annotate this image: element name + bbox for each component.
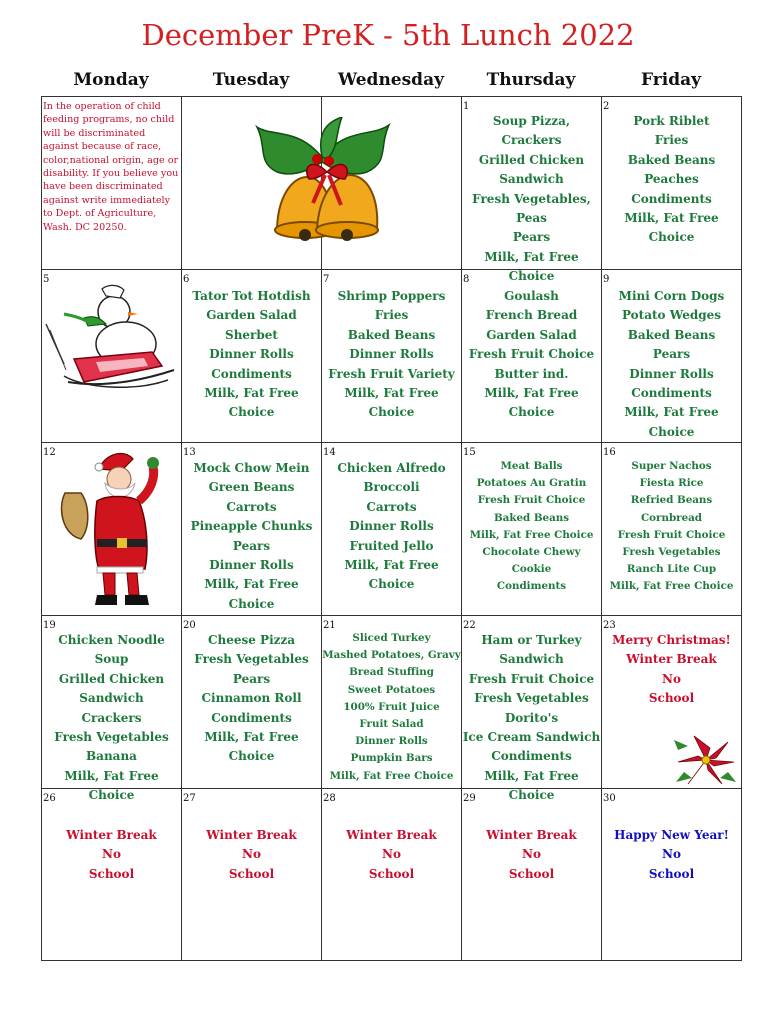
menu-item: Garden Salad [486, 327, 577, 342]
menu-item: Shrimp Poppers [337, 289, 446, 303]
menu-item: Pears [232, 671, 271, 686]
menu-list [462, 458, 601, 596]
menu-item: Tator Tot Hotdish [192, 289, 311, 303]
cell-dec-9 [602, 270, 742, 443]
menu-item: Fruited Jello [349, 538, 434, 553]
cell-dec-14 [322, 443, 462, 616]
menu-item: No [242, 847, 261, 862]
day-number: 23 [603, 620, 616, 631]
menu-item: Fresh Fruit Variety [328, 366, 455, 381]
menu-list [322, 287, 461, 423]
menu-item: Dinner Rolls [209, 347, 294, 362]
day-number: 30 [603, 793, 616, 804]
menu-item: Winter Break [486, 828, 577, 842]
menu-item: Potatoes Au Gratin [476, 477, 587, 490]
menu-item: Bread Stuffing [349, 666, 434, 679]
menu-item: Dinner Rolls [209, 558, 294, 573]
day-number: 20 [183, 620, 196, 631]
menu-item: Meat Balls [500, 460, 563, 472]
menu-item: Milk, Fat Free Choice [469, 528, 594, 541]
menu-item: Milk, Fat Free Choice [484, 768, 579, 803]
menu-item: Cornbread [640, 511, 703, 524]
menu-item: Sweet Potatoes [347, 683, 436, 696]
menu-item: Milk, Fat Free Choice [624, 211, 719, 245]
christmas-bells-icon [247, 117, 397, 247]
snowman-sled-icon [44, 284, 178, 396]
menu-item: Condiments [631, 386, 712, 401]
menu-item: Pears [232, 538, 271, 553]
cell-dec-1 [462, 97, 602, 284]
santa-claus-icon [57, 449, 172, 607]
day-number: 29 [463, 793, 476, 804]
menu-item: Crackers [81, 710, 142, 725]
menu-list [462, 112, 601, 287]
day-number: 15 [463, 447, 476, 458]
cell-dec-6 [182, 270, 322, 443]
menu-list [322, 459, 461, 595]
menu-item: Mock Chow Mein [193, 461, 310, 475]
menu-item: Grilled Chicken [58, 671, 165, 686]
menu-item: Dinner Rolls [349, 347, 434, 362]
svg-text:~: ~ [149, 457, 154, 463]
nondiscrimination-notice: In the operation of child feeding programs, no child will be discriminated against because of race, color,national origin, age or disability. If you believe you have been discriminated against write immediately to Dept. of Agriculture, Wash. DC 20250. [43, 101, 179, 233]
menu-item: Milk, Fat Free Choice [204, 730, 299, 764]
cell-dec-28 [322, 789, 462, 961]
menu-item: Winter Break [626, 652, 717, 667]
menu-item: Green Beans [208, 480, 295, 495]
cell-dec-30 [602, 789, 742, 961]
menu-item: Winter Break [206, 828, 297, 842]
header-tuesday: Tuesday [212, 70, 290, 90]
menu-list [182, 631, 321, 767]
menu-item: Sandwich [79, 691, 144, 706]
day-number: 7 [323, 274, 330, 285]
menu-list [322, 826, 461, 884]
menu-item: School [508, 866, 555, 881]
menu-item: Dorito's [504, 710, 559, 725]
menu-item: Ice Cream Sandwich [462, 730, 601, 745]
menu-item: Milk, Fat Free Choice [624, 405, 719, 439]
menu-item: French Bread [485, 308, 578, 323]
menu-item: Butter ind. [494, 366, 569, 381]
menu-item: Ranch Lite Cup [626, 563, 717, 576]
menu-item: Baked Beans [493, 511, 570, 524]
menu-item: Sandwich [499, 652, 564, 667]
menu-list [462, 287, 601, 423]
menu-item: Carrots [226, 499, 277, 514]
header-monday: Monday [73, 70, 149, 90]
day-number: 26 [43, 793, 56, 804]
menu-item: School [368, 866, 415, 881]
menu-item: Fries [374, 308, 409, 323]
cell-dec-21 [322, 616, 462, 789]
menu-list [462, 631, 601, 806]
day-number: 14 [323, 447, 336, 458]
menu-item: Dinner Rolls [629, 366, 714, 381]
menu-item: Baked Beans [627, 327, 716, 342]
menu-item: Milk, Fat Free Choice [64, 768, 159, 803]
header-thursday: Thursday [486, 70, 576, 90]
cell-dec-15 [462, 443, 602, 616]
menu-list [322, 630, 461, 785]
day-number: 27 [183, 793, 196, 804]
day-number: 8 [463, 274, 470, 285]
menu-item: Dinner Rolls [349, 519, 434, 534]
menu-item: Condiments [491, 749, 572, 764]
menu-list [602, 631, 741, 709]
menu-item: No [102, 847, 121, 862]
day-number: 28 [323, 793, 336, 804]
menu-item: Chicken Alfredo [337, 461, 446, 475]
header-friday: Friday [641, 70, 701, 90]
menu-item: Winter Break [66, 828, 157, 842]
cell-dec-27 [182, 789, 322, 961]
menu-item: Milk, Fat Free Choice [484, 386, 579, 420]
menu-item: Milk, Fat Free Choice [609, 580, 734, 593]
cell-dec-16 [602, 443, 742, 616]
menu-item: Pineapple Chunks [190, 519, 313, 534]
menu-item: Condiments [211, 710, 292, 725]
menu-item: Milk, Fat Free Choice [344, 386, 439, 420]
menu-item: Dinner Rolls [355, 735, 428, 748]
day-number: 6 [183, 274, 190, 285]
menu-item: School [228, 866, 275, 881]
menu-item: Fresh Fruit Choice [477, 494, 586, 507]
menu-item: Fries [654, 133, 689, 148]
menu-item: Garden Salad [206, 308, 297, 323]
menu-item: School [648, 691, 695, 706]
menu-item: No [382, 847, 401, 862]
menu-item: Fresh Fruit Choice [468, 671, 595, 686]
menu-list [42, 631, 181, 806]
menu-item: Goulash [504, 289, 559, 303]
menu-item: Winter Break [346, 828, 437, 842]
cell-dec-23 [602, 616, 742, 789]
menu-item: Mashed Potatoes, Gravy [322, 649, 461, 662]
menu-item: 100% Fruit Juice [343, 700, 440, 713]
menu-item: Ham or Turkey [481, 633, 582, 647]
cell-dec-2 [602, 97, 742, 270]
menu-item: Baked Beans [347, 327, 436, 342]
day-number: 19 [43, 620, 56, 631]
menu-item: Happy New Year! [614, 828, 729, 842]
menu-list [602, 826, 741, 884]
menu-item: Fresh Fruit Choice [468, 347, 595, 362]
menu-item: No [522, 847, 541, 862]
menu-list [42, 826, 181, 884]
day-number: 16 [603, 447, 616, 458]
menu-item: Banana [86, 749, 137, 764]
day-number: 5 [43, 274, 50, 285]
menu-item: Milk, Fat Free Choice [204, 386, 299, 420]
menu-item: Milk, Fat Free Choice [204, 577, 299, 611]
menu-item: Cheese Pizza [207, 633, 296, 647]
menu-item: Broccoli [363, 480, 420, 495]
menu-item: Sandwich [499, 172, 564, 187]
menu-item: Sherbet [225, 327, 278, 342]
menu-item: Fiesta Rice [639, 477, 704, 490]
menu-list [602, 458, 741, 596]
calendar-grid [41, 96, 742, 961]
menu-item: Super Nachos [631, 460, 712, 472]
menu-item: Mini Corn Dogs [618, 289, 725, 303]
menu-item: Grilled Chicken [478, 152, 585, 167]
menu-item: Fresh Vegetables [194, 652, 309, 667]
cell-dec-12 [42, 443, 182, 616]
menu-list [602, 287, 741, 442]
cell-notice [42, 97, 182, 270]
menu-list [462, 826, 601, 884]
menu-item: Condiments [211, 366, 292, 381]
header-wednesday: Wednesday [338, 70, 444, 90]
menu-item: Sliced Turkey [352, 632, 431, 644]
page-title: December PreK - 5th Lunch 2022 [141, 18, 635, 52]
menu-item: Merry Christmas! [612, 633, 731, 647]
cell-dec-8 [462, 270, 602, 443]
menu-item: Fresh Vegetables [54, 730, 169, 745]
menu-list [602, 112, 741, 248]
menu-item: Potato Wedges [621, 308, 722, 323]
menu-item: Pears [652, 347, 691, 362]
cell-dec-29 [462, 789, 602, 961]
menu-item: Fruit Salad [359, 718, 424, 731]
menu-item: Chicken Noodle Soup [58, 633, 165, 667]
menu-item: No [662, 671, 681, 686]
menu-item: Condiments [496, 580, 567, 593]
cell-dec-13 [182, 443, 322, 616]
cell-dec-26 [42, 789, 182, 961]
day-number: 12 [43, 447, 56, 458]
menu-item: Milk, Fat Free Choice [344, 558, 439, 592]
menu-item: Cinnamon Roll [201, 691, 302, 706]
menu-item: Fresh Fruit Choice [617, 528, 726, 541]
menu-item: Chocolate Chewy Cookie [482, 546, 581, 576]
menu-item: Carrots [366, 499, 417, 514]
menu-item: Fresh Vegetables [622, 546, 721, 559]
poinsettia-icon [674, 732, 738, 788]
menu-item: Milk, Fat Free Choice [329, 769, 454, 782]
day-number: 9 [603, 274, 610, 285]
menu-item: Fresh Vegetables, Peas [472, 191, 591, 226]
menu-item: Milk, Fat Free Choice [484, 249, 579, 284]
menu-item: Refried Beans [630, 494, 713, 507]
menu-item: Soup Pizza, Crackers [492, 114, 571, 148]
menu-item: Baked Beans [627, 152, 716, 167]
day-number: 21 [323, 620, 336, 631]
day-number: 1 [463, 101, 470, 112]
menu-list [182, 826, 321, 884]
menu-list [182, 287, 321, 423]
menu-list [182, 459, 321, 614]
day-number: 22 [463, 620, 476, 631]
cell-dec-20 [182, 616, 322, 789]
menu-item: No [662, 847, 681, 862]
menu-item: Pumpkin Bars [350, 752, 433, 765]
day-number: 13 [183, 447, 196, 458]
menu-item: Pears [512, 230, 551, 245]
menu-item: Pork Riblet [633, 114, 710, 128]
cell-dec-7 [322, 270, 462, 443]
day-number: 2 [603, 101, 610, 112]
menu-item: Fresh Vegetables [474, 691, 589, 706]
menu-item: School [648, 866, 695, 881]
menu-item: Peaches [644, 172, 699, 187]
menu-item: School [88, 866, 135, 881]
menu-item: Condiments [631, 191, 712, 206]
cell-dec-5 [42, 270, 182, 443]
